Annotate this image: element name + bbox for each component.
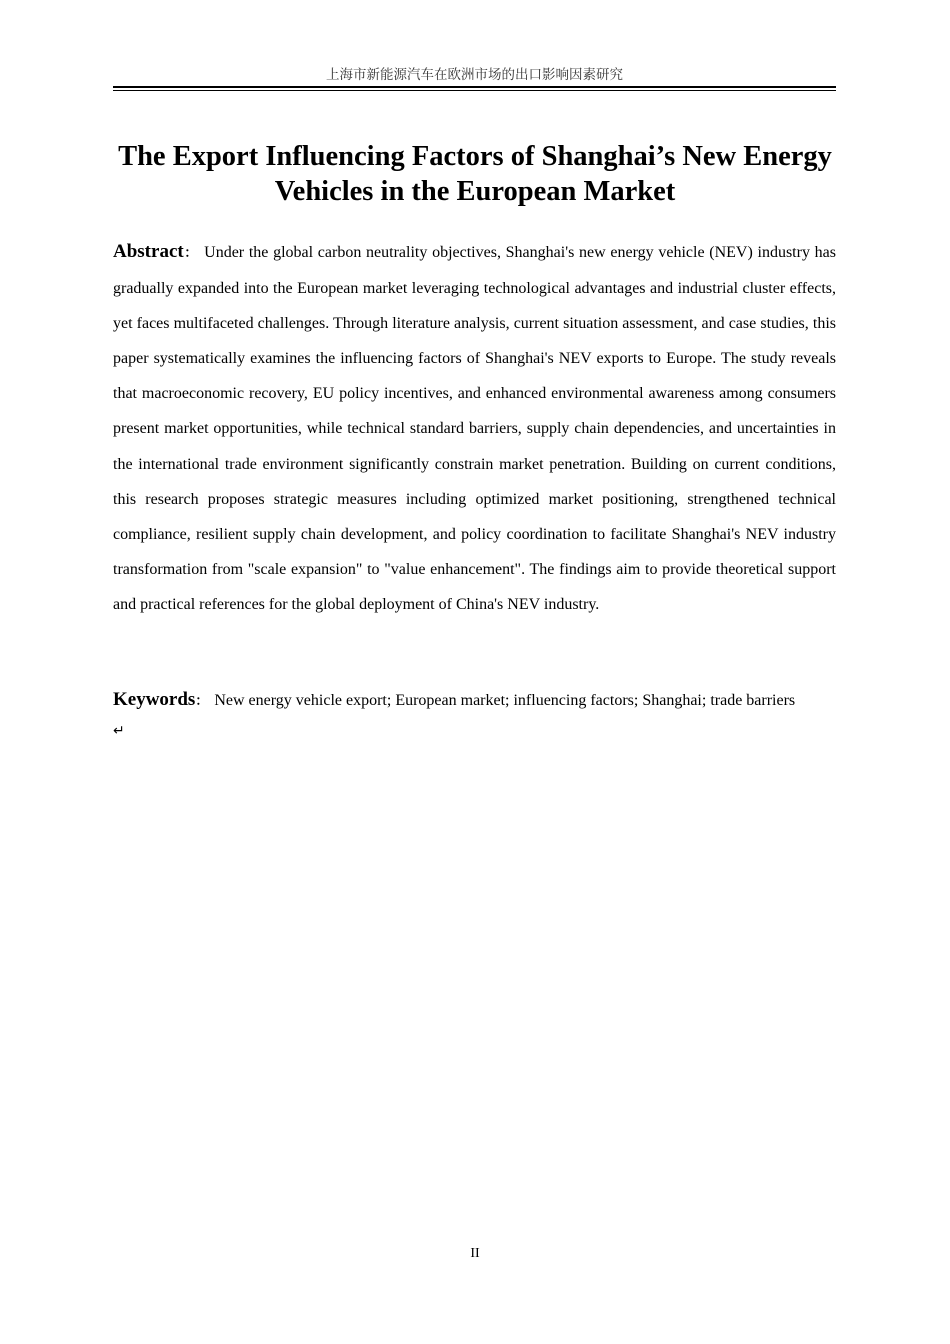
abstract-text: Under the global carbon neutrality objectives, Shanghai's new energy vehicle (NEV) industry has gradually expanded into the European market leveraging technological advantages and industrial cluster effects, yet faces multifaceted challenges. Through literature analysis, current situation assessment, and case studies, this paper systematically examines the influencing factors of Shanghai's NEV exports to Europe. The study reveals that macroeconomic recovery, EU policy incentives, and enhanced environmental awareness among consumers present market opportunities, while technical standard barriers, supply chain dependencies, and uncertainties in the international trade environment significantly constrain market penetration. Building on current conditions, this research proposes strategic measures including optimized market positioning, strengthened technical compliance, resilient supply chain development, and policy coordination to facilitate Shanghai's NEV industry transformation from "scale expansion" to "value enhancement". The findings aim to provide theoretical support and practical references for the global deployment of China's NEV industry. <box>113 244 836 613</box>
paragraph-return-icon: ↵ <box>113 723 125 739</box>
running-header: 上海市新能源汽车在欧洲市场的出口影响因素研究 <box>326 67 623 83</box>
abstract-paragraph <box>113 234 836 622</box>
document-title: The Export Influencing Factors of Shanghai’s New Energy Vehicles in the European Market <box>118 141 832 207</box>
keywords-label-colon: ： <box>195 694 209 709</box>
page-number: II <box>470 1246 480 1261</box>
keywords-text: New energy vehicle export; European market; influencing factors; Shanghai; trade barriers <box>214 692 796 709</box>
abstract-label: Abstract <box>113 241 184 262</box>
abstract-label-colon: ： <box>183 246 199 261</box>
header-double-rule <box>113 86 836 91</box>
keywords-label: Keywords <box>113 689 196 710</box>
keywords-paragraph <box>113 682 836 719</box>
